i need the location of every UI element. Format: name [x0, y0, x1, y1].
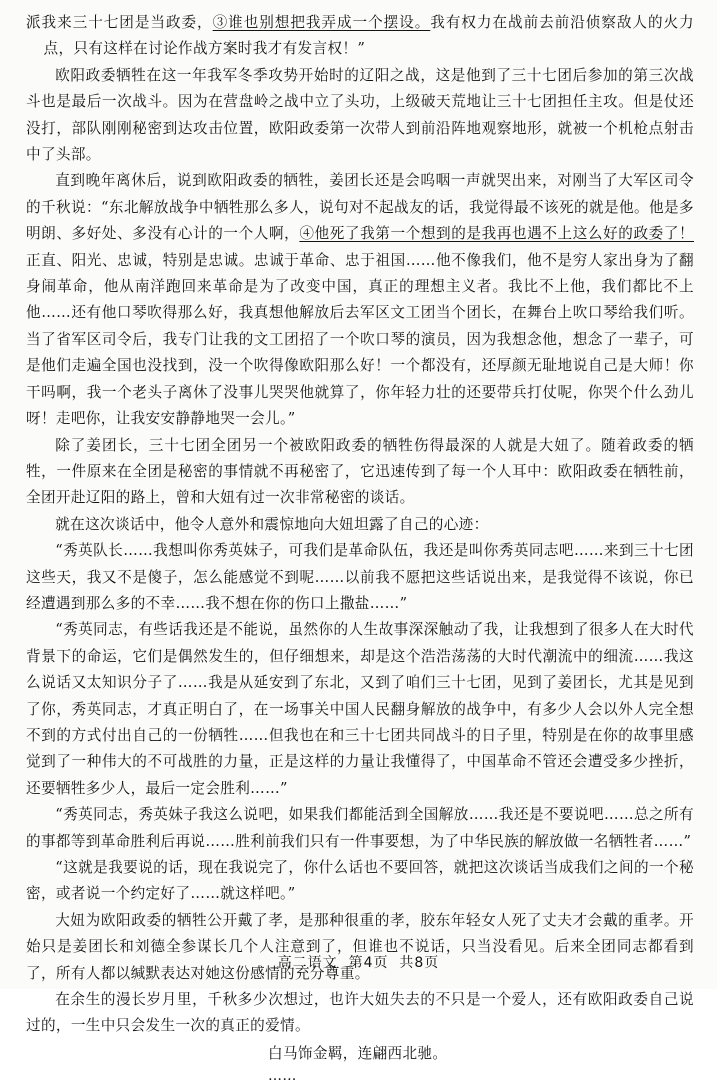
- paragraph-text: 我有权力在战前去前沿侦察敌人的火力点，只有这样在讨论作战方案时我才有发言权！”: [43, 14, 695, 58]
- ellipsis: ……: [268, 1067, 297, 1084]
- underlined-sentence-3: ③谁也别想把我弄成一个摆设。: [212, 14, 431, 31]
- paragraph-mourning: 大妞为欧阳政委的牺牲公开戴了孝，是那种很重的孝，胶东年轻女人死了丈夫才会戴的重孝。开始只是姜团长和刘德全参谋长几个人注意到了，但谁也不说话，只当没看见。后来全团同志都看到了，所有人都以缄默表达对她这份感情的充分尊重。: [26, 911, 694, 982]
- paragraph-ending: 在余生的漫长岁月里，千秋多少次想过，也许大妞失去的不只是一个爱人，还有欧阳政委自己说过的，一生中只会发生一次的真正的爱情。: [26, 991, 694, 1035]
- paragraph-text: 正直、阳光、忠诚，特别是忠诚。忠诚于革命、忠于祖国……他不像我们，他不是穷人家出身为了翻身闹革命，他从南洋跑回来革命是为了改变中国，真正的理想主义者。我比不上他，我们都比不上他……还有他口琴吹得那么好，我真想他解放后去军区文工团当个团长，在舞台上吹口琴给我们听。当了省军区司令后，我专门让我的文工团招了一个吹口琴的演员，因为我想念他，想念了一辈子，可是他们走遍全国也没找到，没一个吹得像欧阳那么好！一个都没有，还厚颜无耻地说自己是大师！你干吗啊，我一个老头子离休了没事儿哭哭他就算了，你年轻力壮的还要带兵打仗呢，你哭个什么劲儿呀！走吧你，让我安安静静地哭一会儿。”: [26, 251, 694, 428]
- poem-line: 白马饰金羁，连翩西北驰。: [268, 1044, 448, 1062]
- paragraph-quote-4: “这就是我要说的话，现在我说完了，你什么话也不要回答，就把这次谈话当成我们之间的一个秘密，或者说一个约定好了……就这样吧。”: [26, 859, 694, 903]
- paragraph-quote-2: “秀英同志，有些话我还是不能说，虽然你的人生故事深深触动了我，让我想到了很多人在大时代背景下的命运，它们是偶然发生的，但仔细想来，却是这个浩浩荡荡的大时代潮流中的细流……我这么说话又太知识分子了……我是从延安到了东北，又到了咱们三十七团，见到了姜团长，尤其是见到了你，秀英同志，才真正明白了，在一场事关中国人民翻身解放的战争中，有多少人会以外人完全想不到的方式付出自己的一份牺牲……但我也在和三十七团共同战斗的日子里，特别是在你的故事里感觉到了一种伟大的不可战胜的力量，正是这样的力量让我懂得了，中国革命不管还会遭受多少挫折，还要牺牲多少人，最后一定会胜利……”: [26, 621, 694, 797]
- article-body: [26, 10, 694, 1086]
- paragraph-continuation: [26, 10, 694, 63]
- paragraph-quote-1: “秀英队长……我想叫你秀英妹子，可我们是革命队伍，我还是叫你秀英同志吧……来到三十七团这些天，我又不是傻子，怎么能感觉不到呢……以前我不愿把这些话说出来，是我觉得不该说，你已经遭遇到那么多的不幸……我不想在你的伤口上撒盐……”: [26, 542, 694, 612]
- paragraph-text: 直到晚年离休后，说到欧阳政委的牺牲，姜团长还是会呜咽一声就哭出来，对刚当了大军区司令的千秋说：“东北解放战争中牺牲那么多人，说句对不起战友的话，我觉得最不该死的就是他。他是多明朗、多好处、多没有心计的一个人啊，: [26, 172, 694, 243]
- paragraph-text: 派我来三十七团是当政委，: [26, 14, 213, 31]
- paragraph-conversation-intro: 就在这次谈话中，他令人意外和震惊地向大妞坦露了自己的心迹：: [55, 515, 489, 533]
- underlined-sentence-4: ④他死了我第一个想到的是我再也遇不上这么好的政委了！: [299, 225, 694, 243]
- paragraph-daniu: 除了姜团长，三十七团全团另一个被欧阳政委的牺牲伤得最深的人就是大妞了。随着政委的牺牲，一件原来在全团是秘密的事情就不再秘密了，它迅速传到了每一个人耳中：欧阳政委在牺牲前，全团开赴辽阳的路上，曾和大妞有过一次非常秘密的谈话。: [26, 436, 694, 507]
- paragraph-jiang-memory: [26, 168, 694, 432]
- paragraph-quote-3: “秀英同志，秀英妹子我这么说吧，如果我们都能活到全国解放……我还是不要说吧……总之所有的事都等到革命胜利后再说……胜利前我们只有一件事要想，为了中华民族的解放做一名牺牲者……”: [26, 806, 694, 850]
- paragraph-sacrifice: 欧阳政委牺牲在这一年我军冬季攻势开始时的辽阳之战，这是他到了三十七团后参加的第三次战斗也是最后一次战斗。因为在营盘岭之战中立了头功，上级破天荒地让三十七团担任主攻。但是仗还没打，部队刚刚秘密到达攻击位置，欧阳政委第一次带人到前沿阵地观察地形，就被一个机枪点射击中了头部。: [26, 66, 694, 164]
- page-footer: 高二语文 第4页 共8页: [277, 955, 440, 971]
